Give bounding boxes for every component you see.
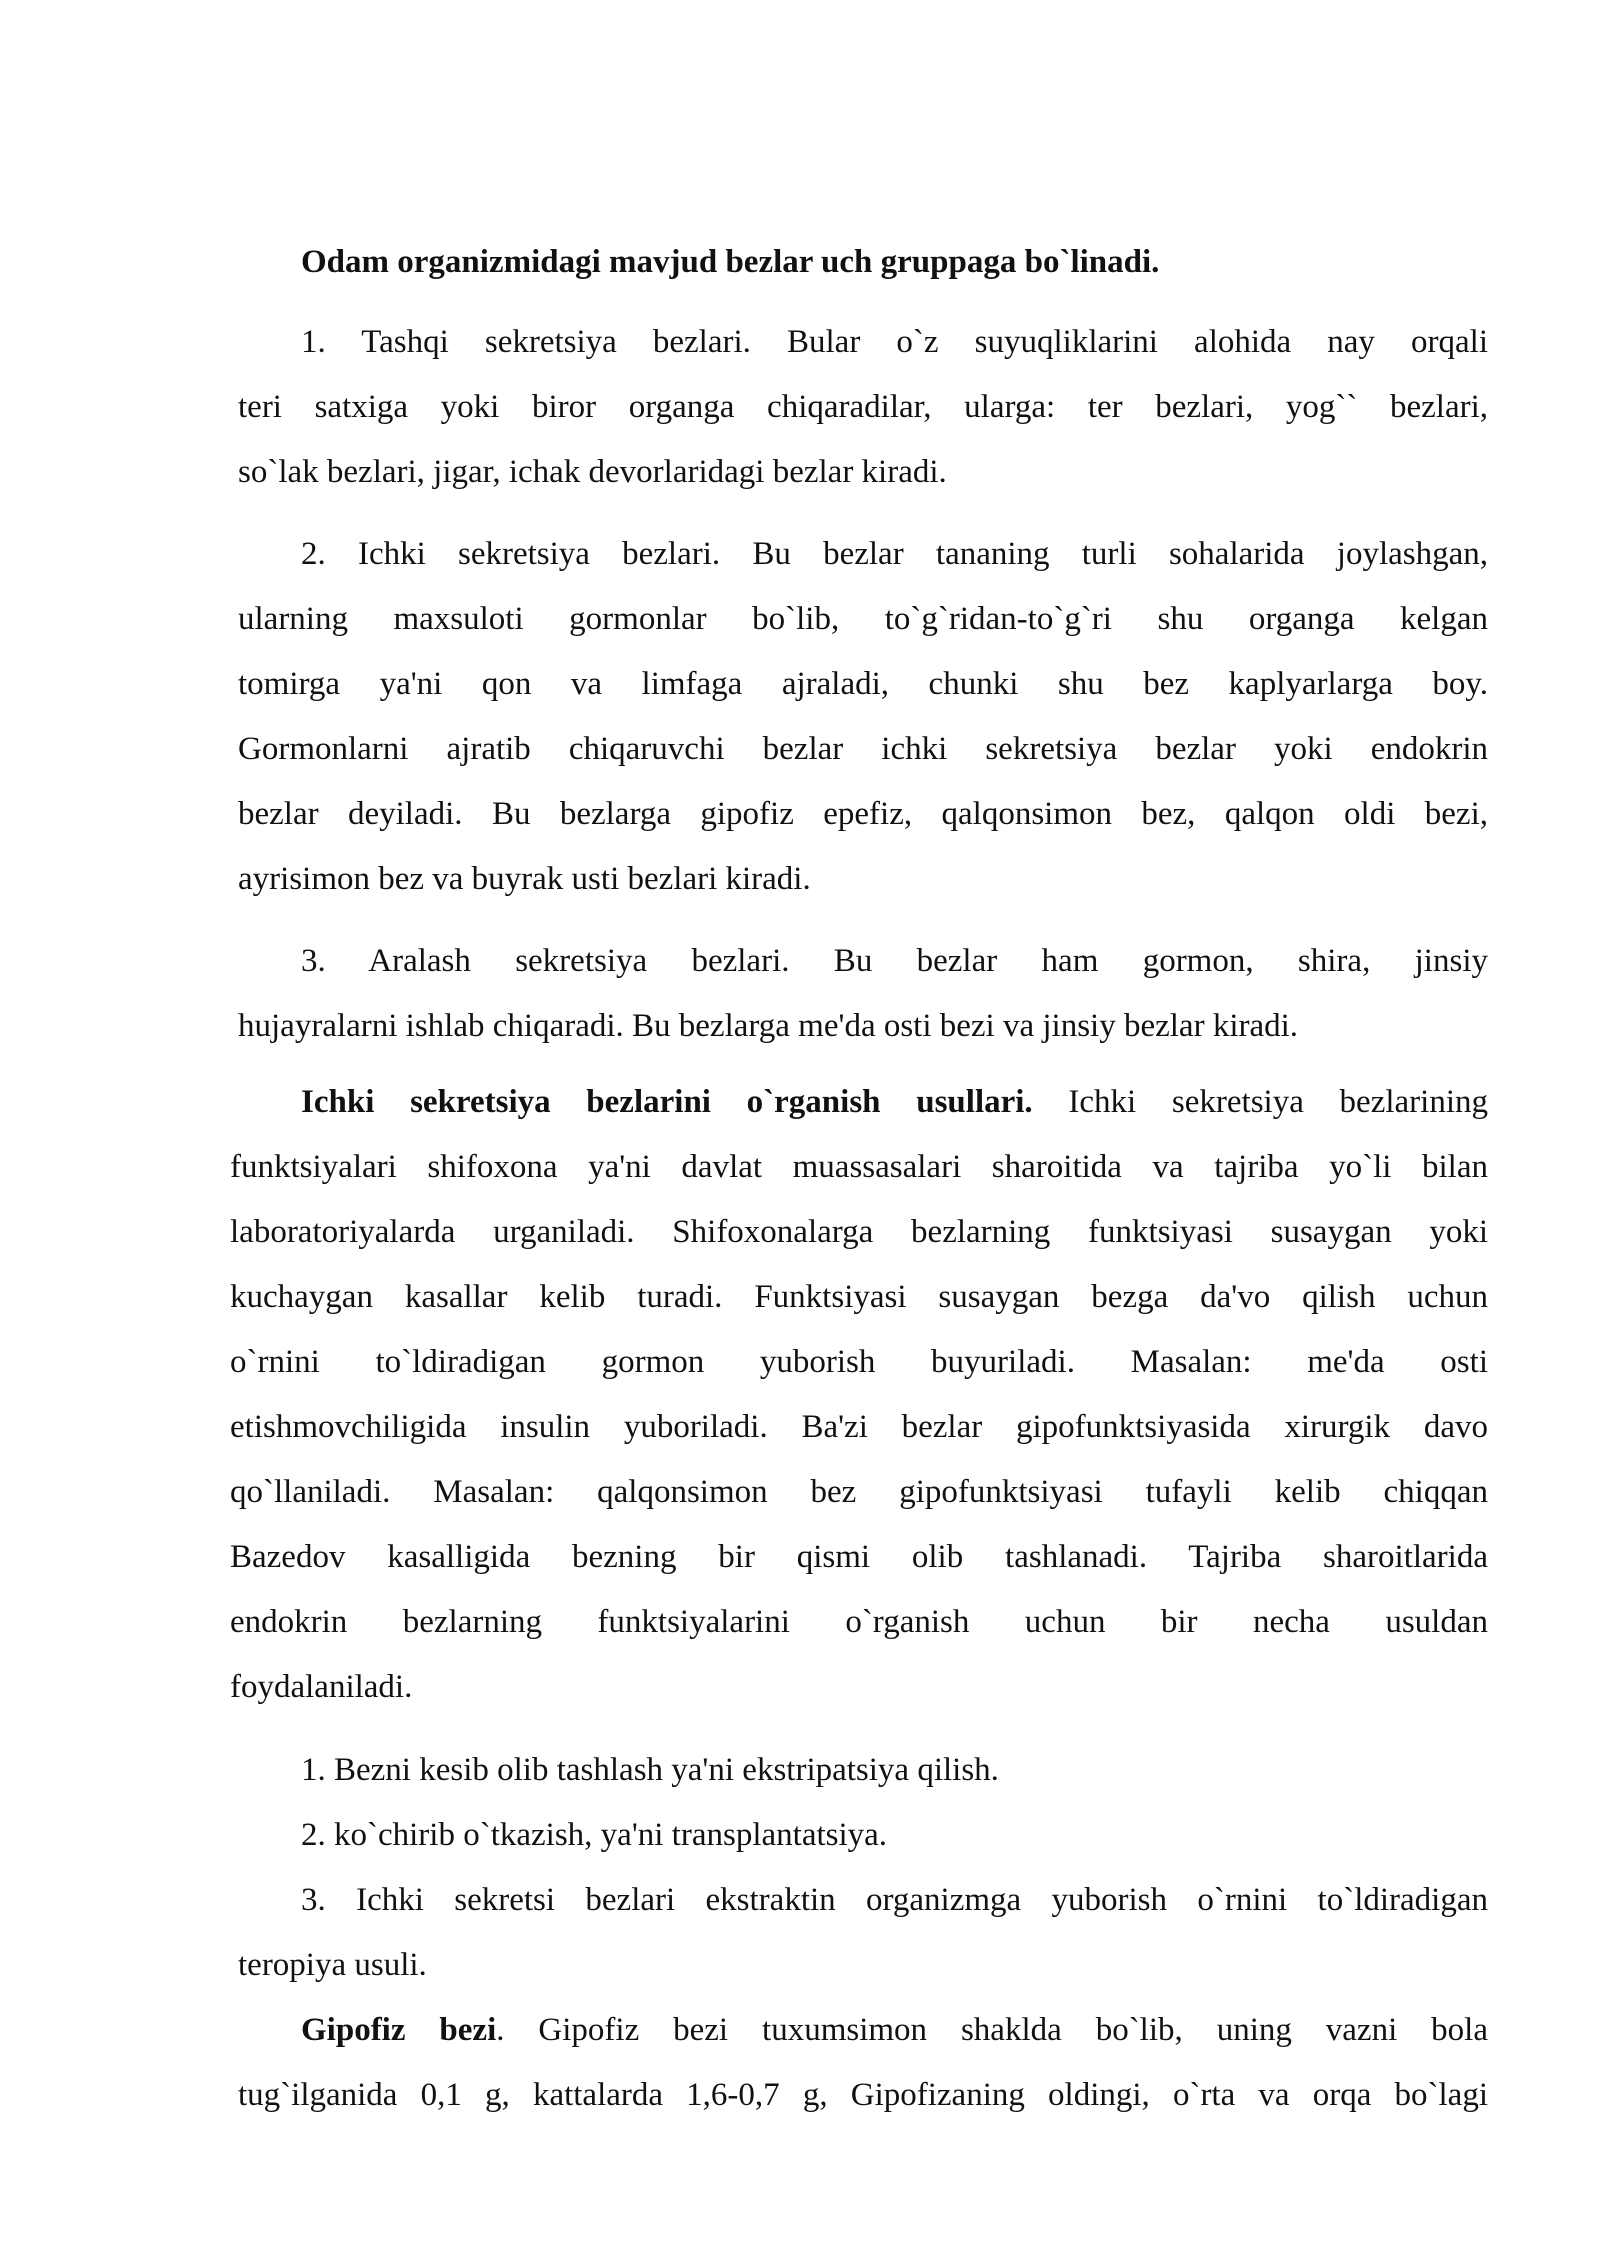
- methods-first-line-text: Ichki sekretsiya bezlarining: [1032, 1084, 1488, 1120]
- paragraph-line: teri satxiga yoki biror organga chiqaradilar, ularga: ter bezlari, yog`` bezlari,: [238, 389, 1488, 425]
- gland-type-3-paragraph: [238, 929, 1488, 1059]
- paragraph-line: so`lak bezlari, jigar, ichak devorlaridagi bezlar kiradi.: [238, 454, 947, 490]
- paragraph-line: hujayralarni ishlab chiqaradi. Bu bezlarga me'da osti bezi va jinsiy bezlar kiradi.: [238, 1008, 1299, 1044]
- pituitary-first-line-text: . Gipofiz bezi tuxumsimon shaklda bo`lib, uning vazni bola: [496, 2012, 1488, 2048]
- gland-type-1-paragraph: [238, 310, 1488, 505]
- paragraph-line: funktsiyalari shifoxona ya'ni davlat muassasalari sharoitida va tajriba yo`li bilan: [230, 1149, 1488, 1185]
- paragraph-line: o`rnini to`ldiradigan gormon yuborish buyuriladi. Masalan: me'da osti: [230, 1344, 1488, 1380]
- paragraph-line: tug`ilganida 0,1 g, kattalarda 1,6-0,7 g, Gipofizaning oldingi, o`rta va orqa bo`lagi: [238, 2077, 1488, 2113]
- paragraph-line: Gormonlarni ajratib chiqaruvchi bezlar ichki sekretsiya bezlar yoki endokrin: [238, 731, 1488, 767]
- methods-heading: Ichki sekretsiya bezlarini o`rganish usullari.: [301, 1084, 1033, 1120]
- list-item: 2. ko`chirib o`tkazish, ya'ni transplantatsiya.: [301, 1817, 888, 1853]
- gland-type-2-paragraph: [238, 522, 1488, 912]
- paragraph-line: ayrisimon bez va buyrak usti bezlari kiradi.: [238, 861, 811, 897]
- research-methods-paragraph: [230, 1070, 1488, 1720]
- paragraph-line: foydalaniladi.: [230, 1669, 413, 1705]
- pituitary-paragraph: [238, 1998, 1488, 2128]
- paragraph-line: bezlar deyiladi. Bu bezlarga gipofiz epefiz, qalqonsimon bez, qalqon oldi bezi,: [238, 796, 1488, 832]
- paragraph-line: endokrin bezlarning funktsiyalarini o`rganish uchun bir necha usuldan: [230, 1604, 1488, 1640]
- paragraph-line: 2. Ichki sekretsiya bezlari. Bu bezlar tananing turli sohalarida joylashgan,: [301, 536, 1488, 572]
- list-item-continuation: teropiya usuli.: [238, 1947, 427, 1983]
- paragraph-line: 3. Aralash sekretsiya bezlari. Bu bezlar ham gormon, shira, jinsiy: [301, 943, 1488, 979]
- paragraph-line: tomirga ya'ni qon va limfaga ajraladi, chunki shu bez kaplyarlarga boy.: [238, 666, 1488, 702]
- paragraph-line: laboratoriyalarda urganiladi. Shifoxonalarga bezlarning funktsiyasi susaygan yoki: [230, 1214, 1488, 1250]
- paragraph-first-line: [238, 1998, 1488, 2063]
- paragraph-line: etishmovchiligida insulin yuboriladi. Ba'zi bezlar gipofunktsiyasida xirurgik davo: [230, 1409, 1488, 1445]
- paragraph-first-line: [230, 1070, 1488, 1135]
- section-title: [301, 230, 1301, 295]
- list-item: 3. Ichki sekretsi bezlari ekstraktin organizmga yuborish o`rnini to`ldiradigan: [301, 1882, 1488, 1918]
- paragraph-line: kuchaygan kasallar kelib turadi. Funktsiyasi susaygan bezga da'vo qilish uchun: [230, 1279, 1488, 1315]
- paragraph-line: qo`llaniladi. Masalan: qalqonsimon bez gipofunktsiyasi tufayli kelib chiqqan: [230, 1474, 1488, 1510]
- paragraph-line: 1. Tashqi sekretsiya bezlari. Bular o`z suyuqliklarini alohida nay orqali: [301, 324, 1488, 360]
- paragraph-line: ularning maxsuloti gormonlar bo`lib, to`g`ridan-to`g`ri shu organga kelgan: [238, 601, 1488, 637]
- list-item: 1. Bezni kesib olib tashlash ya'ni ekstripatsiya qilish.: [301, 1752, 999, 1788]
- paragraph-line: Bazedov kasalligida bezning bir qismi olib tashlanadi. Tajriba sharoitlarida: [230, 1539, 1488, 1575]
- section-title-text: Odam organizmidagi mavjud bezlar uch gruppaga bo`linadi.: [301, 244, 1160, 280]
- methods-list: [238, 1738, 1488, 1998]
- pituitary-heading: Gipofiz bezi: [301, 2012, 497, 2048]
